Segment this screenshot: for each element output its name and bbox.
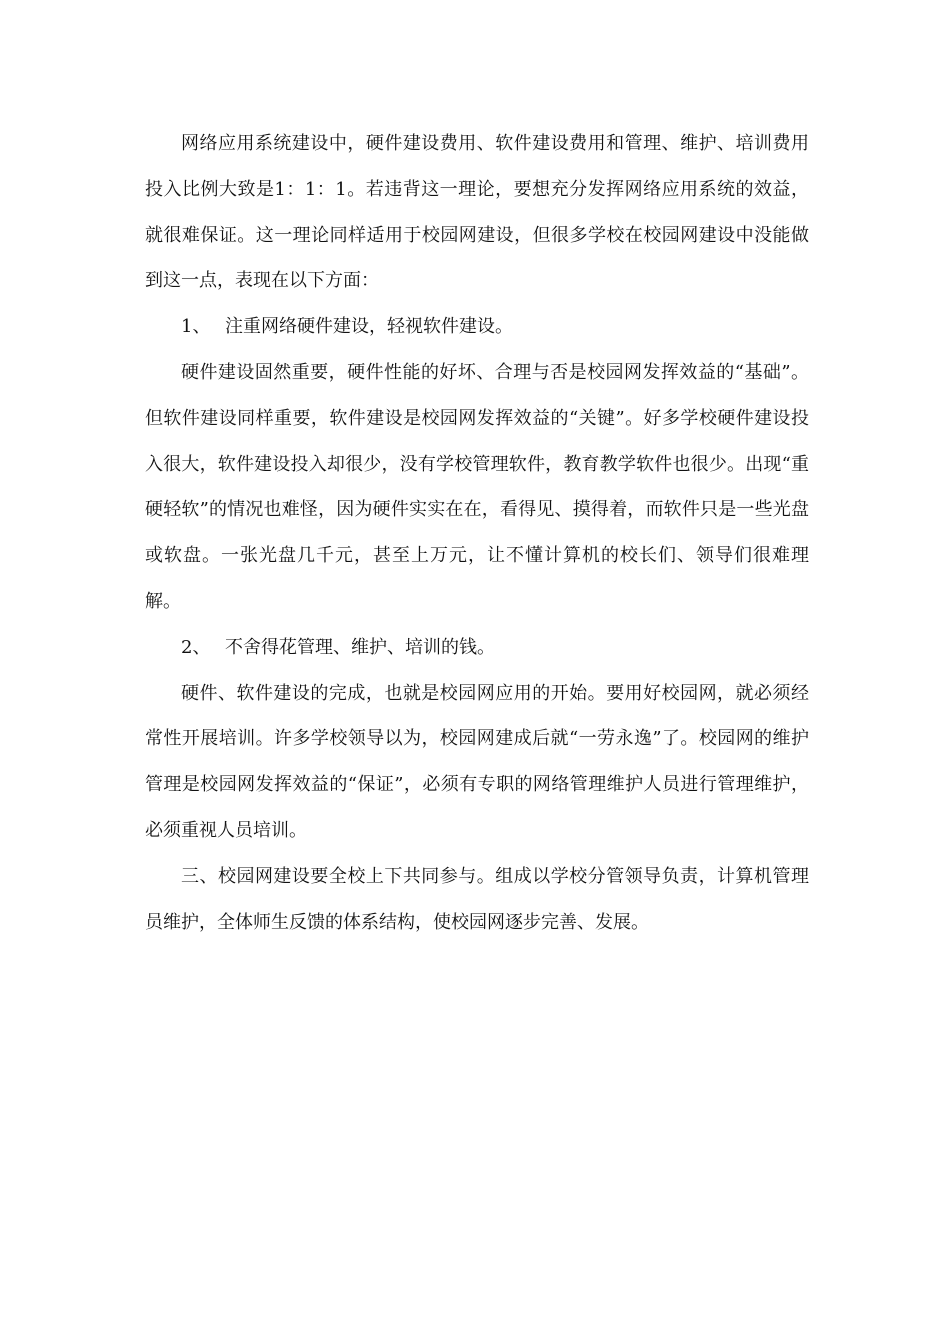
list-item-1: [145, 304, 809, 350]
list-item-text: 不舍得花管理、维护、培训的钱。: [225, 636, 495, 658]
paragraph-maintenance: 硬件、软件建设的完成，也就是校园网应用的开始。要用好校园网，就必须经常性开展培训。许多学校领导以为，校园网建成后就“一劳永逸”了。校园网的维护管理是校园网发挥效益的“保证”，必须有专职的网络管理维护人员进行管理维护，必须重视人员培训。: [145, 682, 809, 841]
list-item-text: 注重网络硬件建设，轻视软件建设。: [225, 316, 513, 338]
list-item-2: [145, 625, 809, 671]
list-item-number: 2、: [181, 636, 211, 658]
paragraph-software: 硬件建设固然重要，硬件性能的好坏、合理与否是校园网发挥效益的“基础”。但软件建设同样重要，软件建设是校园网发挥效益的“关键”。好多学校硬件建设投入很大，软件建设投入却很少，没有学校管理软件，教育教学软件也很少。出现“重硬轻软”的情况也难怪，因为硬件实实在在，看得见、摸得着，而软件只是一些光盘或软盘。一张光盘几千元，甚至上万元，让不懂计算机的校长们、领导们很难理解。: [145, 361, 809, 612]
list-item-number: 1、: [181, 316, 211, 338]
paragraph-intro: 网络应用系统建设中，硬件建设费用、软件建设费用和管理、维护、培训费用投入比例大致是1：1：1。若违背这一理论，要想充分发挥网络应用系统的效益，就很难保证。这一理论同样适用于校园网建设，但很多学校在校园网建设中没能做到这一点，表现在以下方面：: [145, 133, 809, 292]
paragraph-participation: 三、校园网建设要全校上下共同参与。组成以学校分管领导负责，计算机管理员维护，全体师生反馈的体系结构，使校园网逐步完善、发展。: [145, 865, 809, 933]
document-body: [145, 121, 809, 945]
